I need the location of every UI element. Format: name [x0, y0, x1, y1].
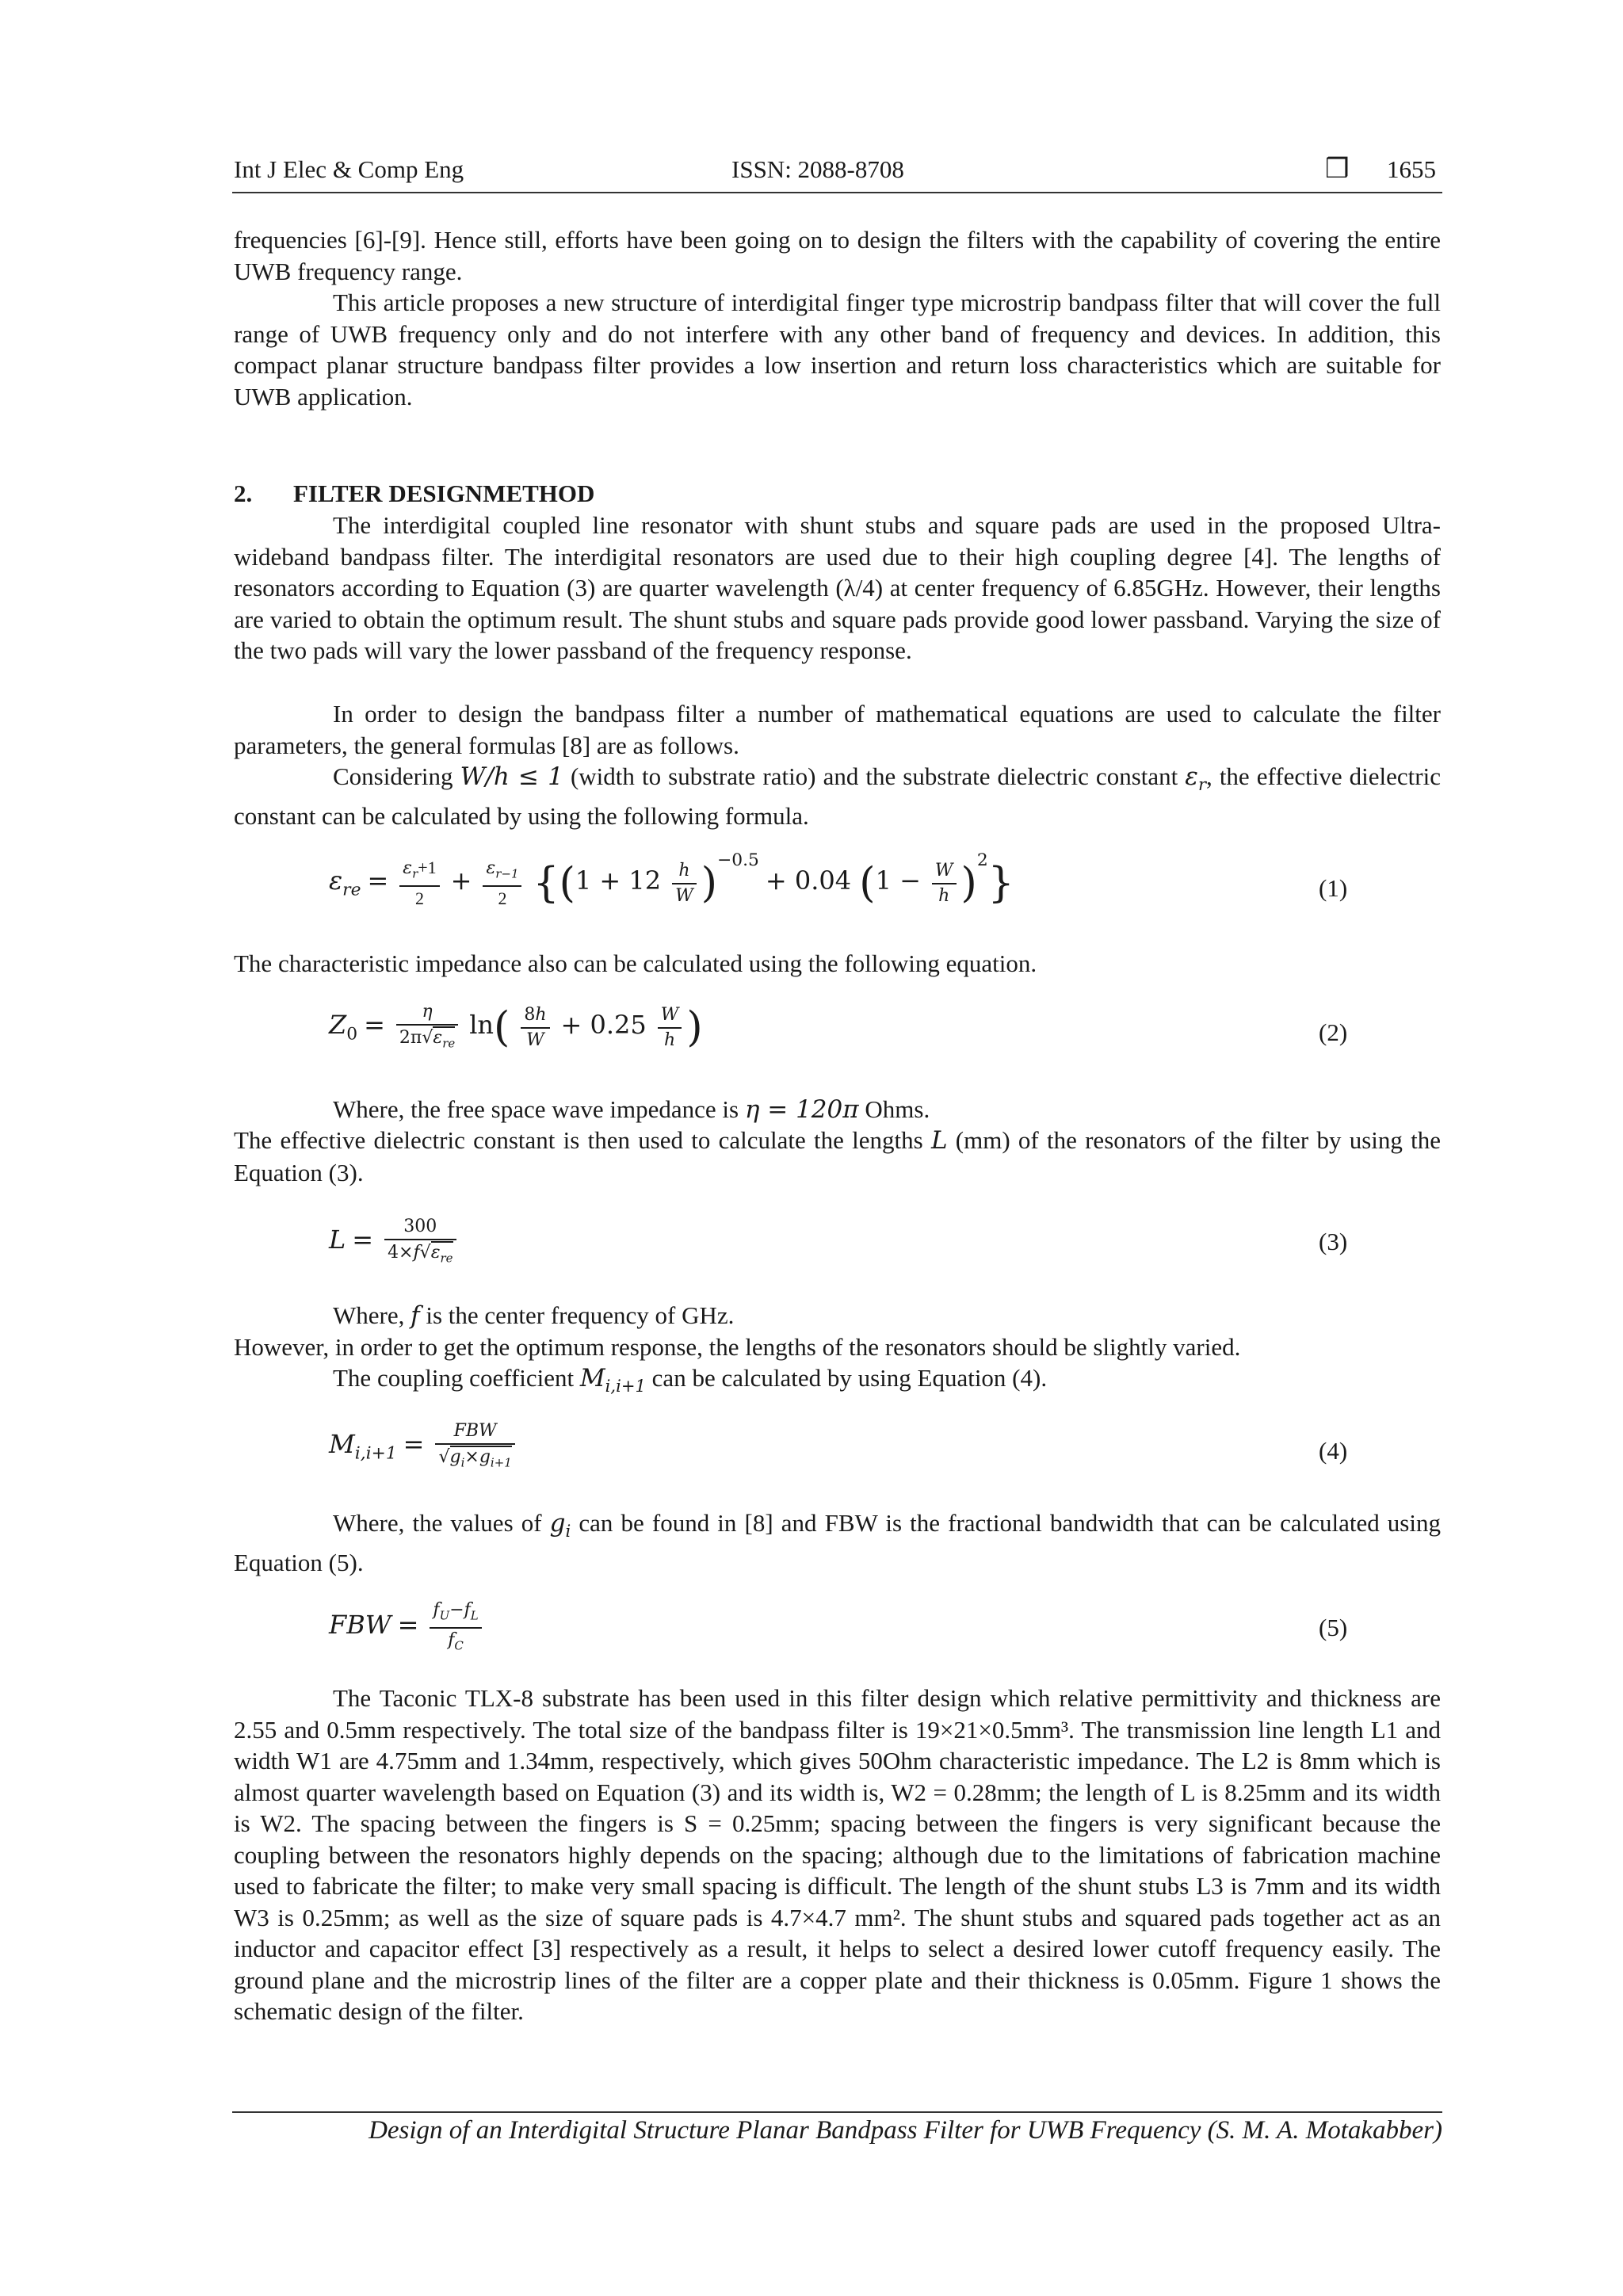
section-paragraph-3: Considering W/h ≤ 1 (width to substrate ratio) and the substrate dielectric constant $\varepsilon_r$, the effective dielectric constant can be calculated by using the following formula.: [234, 762, 1441, 830]
equation-3-number: (3): [1319, 1228, 1348, 1255]
page-number: 1655: [1387, 155, 1436, 183]
section-number: 2.: [234, 479, 253, 507]
where-g-paragraph: Where, the values of $g_i$ can be found in [8] and FBW is the fractional bandwidth that can be calculated using Equation (5).: [234, 1509, 1441, 1576]
equation-4: $M_{i,i+1}$ = $\frac{\text{FBW}}{√g_i\times g_{i+1}}$: [329, 1421, 520, 1473]
equation-2: $Z_0$ = $\frac{\eta}{2\pi√\varepsilon_{re}}$ ln( $\frac{8h}{W}$ + 0.25 $\frac{W}{h}$ ): [329, 1002, 703, 1052]
equation-4-number: (4): [1319, 1437, 1348, 1465]
section-paragraph-2: In order to design the bandpass filter a number of mathematical equations are used to calculate the filter parameters, the general formulas [8] are as follows.: [234, 700, 1441, 759]
issn: ISSN: 2088-8708: [731, 155, 904, 183]
effective-dielectric-line: The effective dielectric constant is then used to calculate the lengths L (mm) of the resonators of the filter by using the Equation (3).: [234, 1126, 1441, 1186]
journal-name: Int J Elec & Comp Eng: [234, 155, 464, 183]
footer-rule: [232, 2111, 1442, 2113]
equation-3: L = $\frac{300}{4\times f√\varepsilon_{re}}$: [329, 1217, 461, 1268]
equation-2-number: (2): [1319, 1018, 1348, 1046]
section-title: FILTER DESIGNMETHOD: [293, 479, 595, 507]
where-f: Where, f is the center frequency of GHz.: [333, 1301, 735, 1330]
where-eta: Where, the free space wave impedance is η = 120π Ohms.: [333, 1095, 930, 1124]
footer-citation: Design of an Interdigital Structure Planar Bandpass Filter for UWB Frequency (S. M. A. Motakabber): [369, 2116, 1442, 2145]
equation-5-number: (5): [1319, 1614, 1348, 1641]
optimum-response-line: However, in order to get the optimum response, the lengths of the resonators should be slightly varied.: [234, 1333, 1241, 1361]
substrate-paragraph: The Taconic TLX-8 substrate has been used in this filter design which relative permittivity and thickness are 2.55 and 0.5mm respectively. The total size of the bandpass filter is 19×21×0.5mm³. The transmission line length L1 and width W1 are 4.75mm and 1.34mm, respectively, which gives 50Ohm characteristic impedance. The L2 is 8mm which is almost quarter wavelength based on Equation (3) and its width is, W2 = 0.28mm; the length of L is 8.25mm and its width is W2. The spacing between the fingers is S = 0.25mm; spacing between the fingers is very significant because the coupling between the resonators highly depends on the spacing; although due to the limitations of fabrication machine used to fabricate the filter; to make very small spacing is difficult. The length of the shunt stubs L3 is 7mm and its width W3 is 0.25mm; as well as the size of square pads is 4.7×4.7 mm². The shunt stubs and squared pads together act as an inductor and capacitor effect [3] respectively as a result, it helps to select a desired lower cutoff frequency easily. The ground plane and the microstrip lines of the filter are a copper plate and their thickness is 0.05mm. Figure 1 shows the schematic design of the filter.: [234, 1684, 1441, 2025]
intro-paragraph-2: This article proposes a new structure of interdigital finger type microstrip bandpass filter that will cover the full range of UWB frequency only and do not interfere with any other band of frequency and devices. In addition, this compact planar structure bandpass filter provides a low insertion and return loss characteristics which are suitable for UWB application.: [234, 288, 1441, 411]
equation-5: FBW = $\frac{f_U-f_L}{f_C}$: [329, 1599, 487, 1656]
header-rule: [232, 192, 1442, 193]
intro-paragraph-1: frequencies [6]-[9]. Hence still, efforts have been going on to design the filters with the capability of covering the entire UWB frequency range.: [234, 226, 1441, 285]
section-paragraph-1: The interdigital coupled line resonator with shunt stubs and square pads are used in the proposed Ultra-wideband bandpass filter. The interdigital resonators are used due to their high coupling degree [4]. The lengths of resonators according to Equation (3) are quarter wavelength (λ/4) at center frequency of 6.85GHz. However, their lengths are varied to obtain the optimum result. The shunt stubs and square pads provide good lower passband. Varying the size of the two pads will vary the lower passband of the frequency response.: [234, 511, 1441, 664]
equation-1-number: (1): [1319, 874, 1348, 902]
checkbox-icon: ❒: [1325, 155, 1350, 184]
coupling-coefficient-line: The coupling coefficient $M_{i,i+1}$ can be calculated by using Equation (4).: [333, 1364, 1048, 1396]
equation-1: $\varepsilon_{re}$ = $\frac{\varepsilon_r+1}{2}$ + $\frac{\varepsilon_{r-1}}{2}$ {(1 + 12 $\frac{h}{W}$ )$^{-0.5}$ + 0.04 (1 − $\frac{W}{h}$ )$^2$}: [329, 850, 1014, 909]
impedance-intro: The characteristic impedance also can be calculated using the following equation.: [234, 949, 1037, 977]
